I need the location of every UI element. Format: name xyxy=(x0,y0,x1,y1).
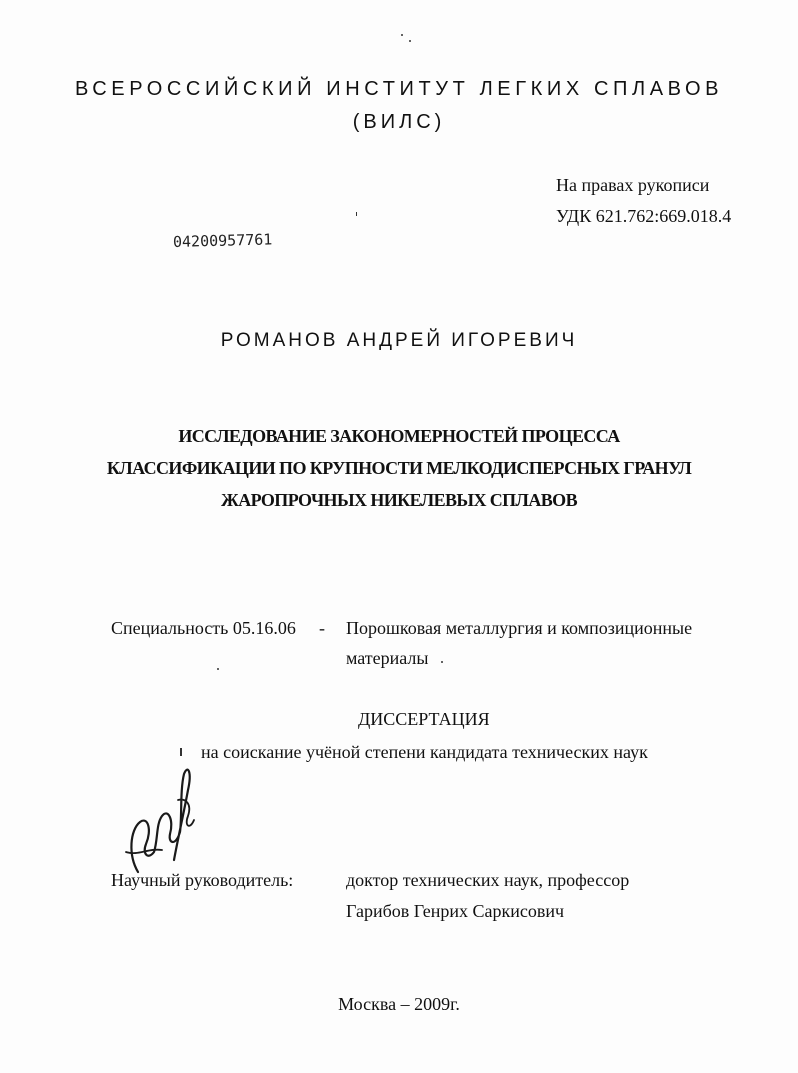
specialty-value-continued: материалы xyxy=(346,648,429,668)
dissertation-heading: ДИССЕРТАЦИЯ xyxy=(358,709,490,729)
manuscript-rights-note: На правах рукописи xyxy=(556,175,710,195)
scan-speck xyxy=(180,748,182,756)
degree-sought: на соискание учёной степени кандидата технических наук xyxy=(201,742,648,762)
specialty-dash: - xyxy=(319,618,325,638)
thesis-title-line: КЛАССИФИКАЦИИ ПО КРУПНОСТИ МЕЛКОДИСПЕРСНЫХ ГРАНУЛ xyxy=(106,458,692,478)
thesis-title-line: ЖАРОПРОЧНЫХ НИКЕЛЕВЫХ СПЛАВОВ xyxy=(221,490,577,510)
supervisor-degree: доктор технических наук, профессор xyxy=(346,870,630,890)
supervisor-name: Гарибов Генрих Саркисович xyxy=(346,901,565,921)
scan-speck xyxy=(441,661,443,663)
city-year: Москва – 2009г. xyxy=(338,994,460,1014)
author-name: РОМАНОВ АНДРЕЙ ИГОРЕВИЧ xyxy=(220,330,578,351)
specialty-value: Порошковая металлургия и композиционные xyxy=(346,618,693,638)
scan-speck xyxy=(217,668,219,670)
scan-speck xyxy=(409,40,411,42)
handwritten-signature xyxy=(118,760,208,880)
thesis-title-line: ИССЛЕДОВАНИЕ ЗАКОНОМЕРНОСТЕЙ ПРОЦЕССА xyxy=(178,426,620,446)
specialty-label: Специальность 05.16.06 xyxy=(111,618,296,638)
udk-code: УДК 621.762:669.018.4 xyxy=(556,206,732,226)
institute-abbreviation: (ВИЛС) xyxy=(352,111,446,133)
library-stamp-number: 04200957761 xyxy=(172,230,273,251)
scan-speck xyxy=(401,34,403,36)
supervisor-label: Научный руководитель: xyxy=(111,870,294,890)
institute-name: ВСЕРОССИЙСКИЙ ИНСТИТУТ ЛЕГКИХ СПЛАВОВ xyxy=(74,78,724,100)
scan-speck xyxy=(356,212,357,216)
